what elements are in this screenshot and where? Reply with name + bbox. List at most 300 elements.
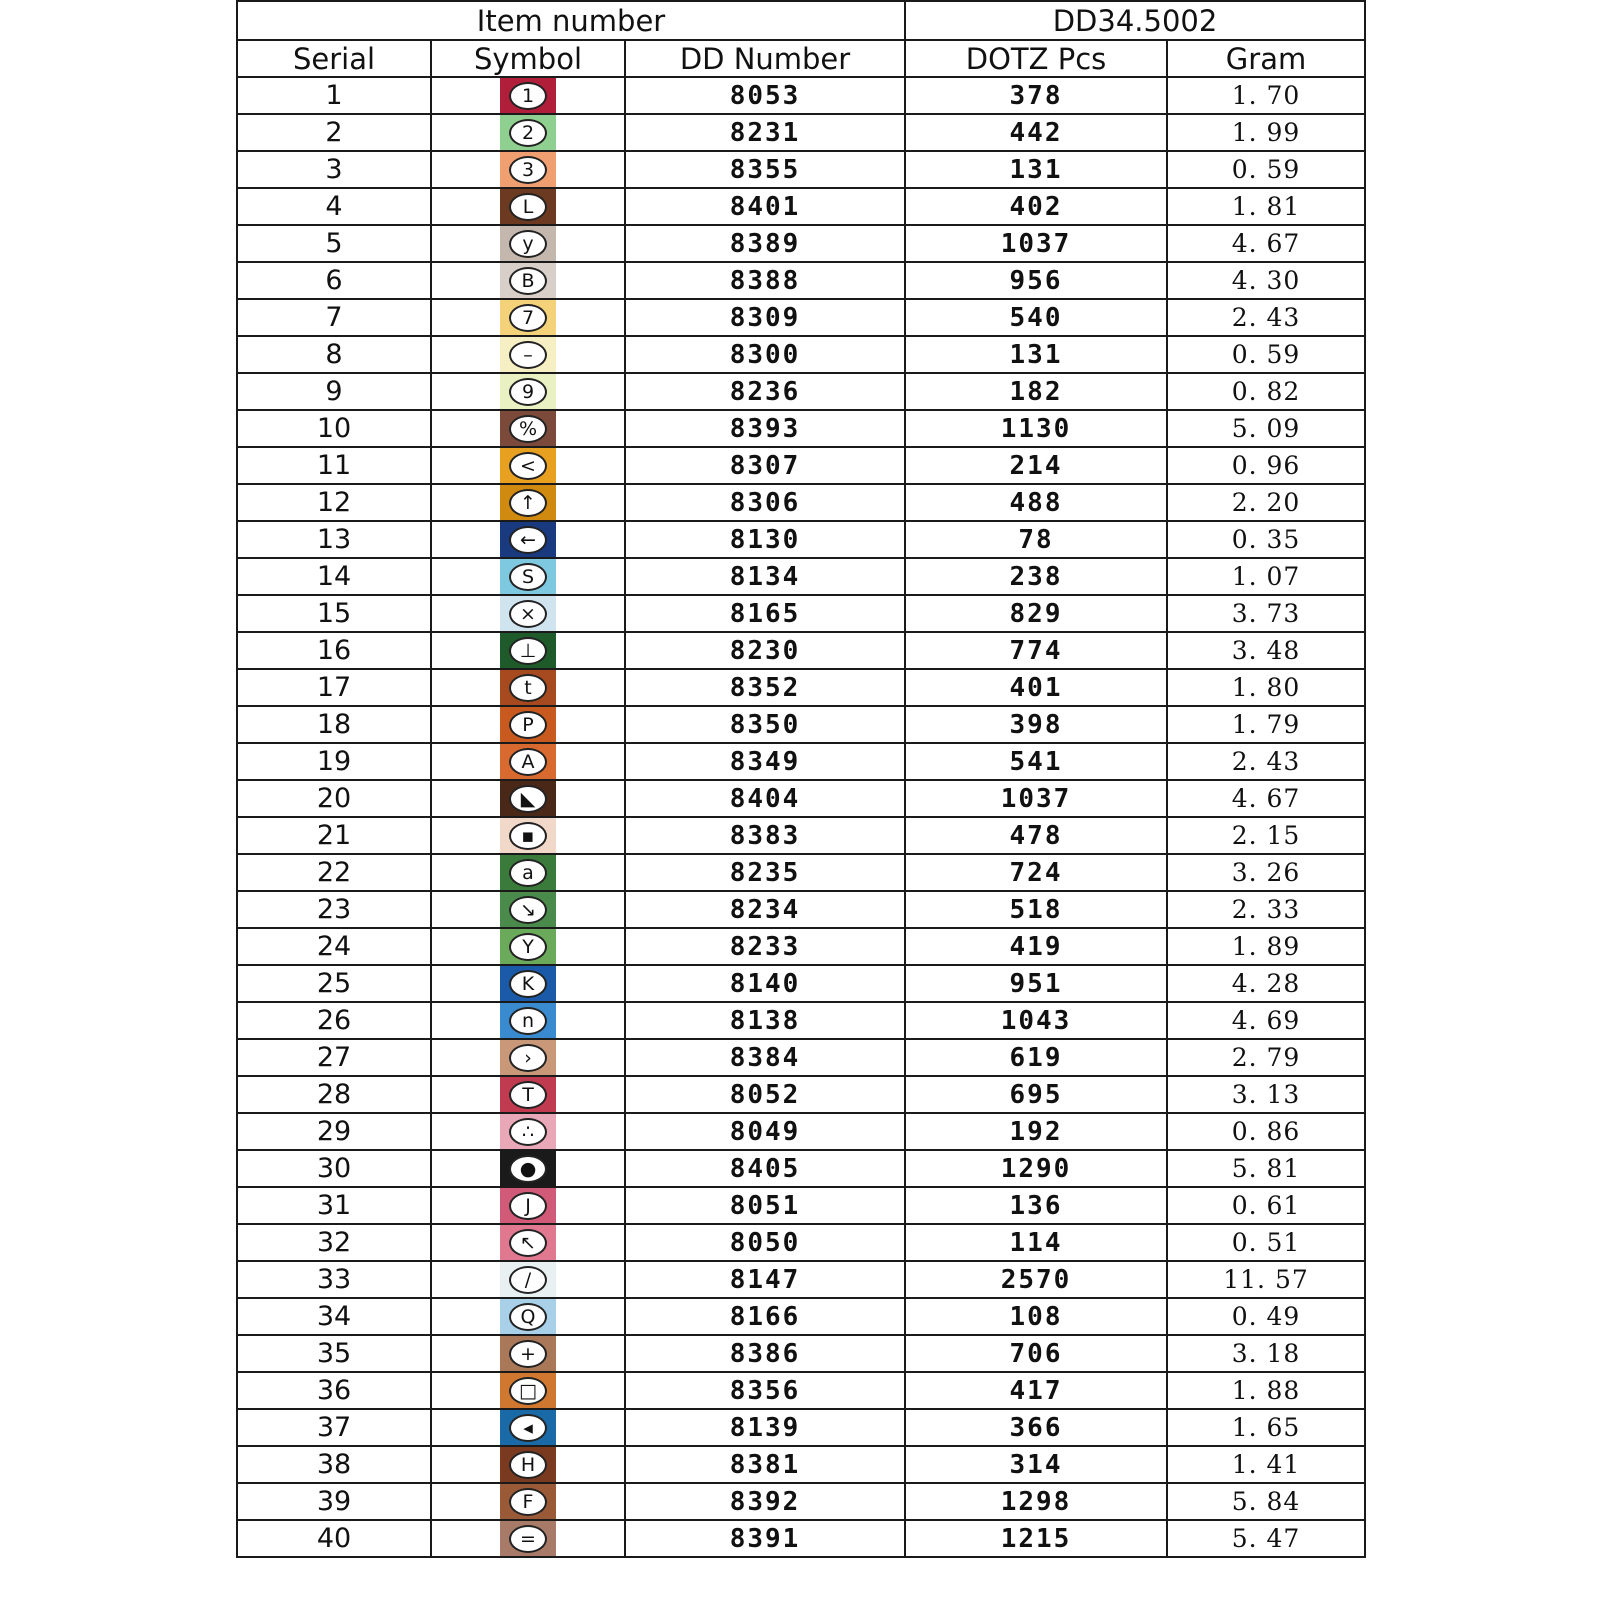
symbol-cell: [431, 114, 625, 151]
symbol-cell: [431, 1483, 625, 1520]
gram-cell: 1. 79: [1167, 706, 1365, 743]
table-row: [237, 817, 1365, 854]
table-row: [237, 1039, 1365, 1076]
serial-cell: 36: [237, 1372, 431, 1409]
table-row: [237, 891, 1365, 928]
serial-cell: 10: [237, 410, 431, 447]
symbol-icon: S: [509, 563, 547, 591]
table-row: [237, 854, 1365, 891]
symbol-icon: ×: [509, 600, 547, 628]
dotz-pcs-cell: 378: [905, 77, 1167, 114]
symbol-cell: [431, 336, 625, 373]
symbol-cell: [431, 188, 625, 225]
column-header-dd-number: DD Number: [625, 40, 905, 77]
color-swatch: [500, 152, 556, 187]
symbol-cell: [431, 1335, 625, 1372]
dd-number-cell: 8140: [625, 965, 905, 1002]
serial-cell: 3: [237, 151, 431, 188]
dd-number-cell: 8388: [625, 262, 905, 299]
color-swatch: [500, 1299, 556, 1334]
dd-number-cell: 8050: [625, 1224, 905, 1261]
dotz-pcs-cell: 114: [905, 1224, 1167, 1261]
dd-number-cell: 8401: [625, 188, 905, 225]
dd-number-cell: 8306: [625, 484, 905, 521]
symbol-icon: □: [509, 1377, 547, 1405]
color-swatch: [500, 1336, 556, 1371]
dd-number-cell: 8356: [625, 1372, 905, 1409]
dotz-pcs-cell: 956: [905, 262, 1167, 299]
color-swatch: [500, 818, 556, 853]
dotz-pcs-cell: 398: [905, 706, 1167, 743]
serial-cell: 32: [237, 1224, 431, 1261]
column-header-serial: Serial: [237, 40, 431, 77]
gram-cell: 1. 88: [1167, 1372, 1365, 1409]
symbol-cell: [431, 669, 625, 706]
table-row: [237, 1446, 1365, 1483]
serial-cell: 38: [237, 1446, 431, 1483]
symbol-cell: [431, 1520, 625, 1557]
dd-number-cell: 8138: [625, 1002, 905, 1039]
color-swatch: [500, 1447, 556, 1482]
symbol-icon: 7: [509, 304, 547, 332]
gram-cell: 3. 18: [1167, 1335, 1365, 1372]
gram-cell: 5. 84: [1167, 1483, 1365, 1520]
table-row: [237, 114, 1365, 151]
color-swatch: [500, 892, 556, 927]
symbol-cell: [431, 1150, 625, 1187]
gram-cell: 1. 41: [1167, 1446, 1365, 1483]
gram-cell: 2. 79: [1167, 1039, 1365, 1076]
color-swatch: [500, 226, 556, 261]
color-swatch: [500, 300, 556, 335]
table-row: [237, 1483, 1365, 1520]
table-row: [237, 262, 1365, 299]
table-row: [237, 1113, 1365, 1150]
gram-cell: 0. 49: [1167, 1298, 1365, 1335]
table-row: [237, 484, 1365, 521]
color-swatch: [500, 1151, 556, 1186]
symbol-cell: [431, 484, 625, 521]
serial-cell: 4: [237, 188, 431, 225]
gram-cell: 0. 51: [1167, 1224, 1365, 1261]
gram-cell: 1. 99: [1167, 114, 1365, 151]
gram-cell: 0. 96: [1167, 447, 1365, 484]
symbol-cell: [431, 262, 625, 299]
symbol-cell: [431, 891, 625, 928]
table-body: [237, 77, 1365, 1557]
symbol-cell: [431, 743, 625, 780]
dd-number-cell: 8300: [625, 336, 905, 373]
serial-cell: 29: [237, 1113, 431, 1150]
gram-cell: 1. 89: [1167, 928, 1365, 965]
symbol-cell: [431, 1372, 625, 1409]
serial-cell: 19: [237, 743, 431, 780]
dd-number-cell: 8231: [625, 114, 905, 151]
gram-cell: 4. 67: [1167, 225, 1365, 262]
dotz-pcs-cell: 214: [905, 447, 1167, 484]
color-swatch: [500, 448, 556, 483]
color-swatch: [500, 337, 556, 372]
dotz-pcs-cell: 1130: [905, 410, 1167, 447]
serial-cell: 13: [237, 521, 431, 558]
color-swatch: [500, 1521, 556, 1556]
dd-number-cell: 8236: [625, 373, 905, 410]
symbol-cell: [431, 373, 625, 410]
symbol-icon: J: [509, 1192, 547, 1220]
column-header-symbol: Symbol: [431, 40, 625, 77]
symbol-icon: 3: [509, 156, 547, 184]
table-row: [237, 558, 1365, 595]
dd-number-cell: 8389: [625, 225, 905, 262]
dotz-pcs-cell: 951: [905, 965, 1167, 1002]
table-row: [237, 151, 1365, 188]
dd-number-cell: 8405: [625, 1150, 905, 1187]
color-swatch: [500, 263, 556, 298]
serial-cell: 28: [237, 1076, 431, 1113]
dotz-pcs-cell: 401: [905, 669, 1167, 706]
gram-cell: 1. 80: [1167, 669, 1365, 706]
dd-number-cell: 8393: [625, 410, 905, 447]
dotz-pcs-cell: 1298: [905, 1483, 1167, 1520]
symbol-icon: =: [509, 1525, 547, 1553]
serial-cell: 31: [237, 1187, 431, 1224]
dotz-pcs-cell: 192: [905, 1113, 1167, 1150]
gram-cell: 5. 81: [1167, 1150, 1365, 1187]
dotz-pcs-cell: 417: [905, 1372, 1167, 1409]
dotz-pcs-cell: 136: [905, 1187, 1167, 1224]
symbol-icon: L: [509, 193, 547, 221]
serial-cell: 18: [237, 706, 431, 743]
color-swatch: [500, 855, 556, 890]
symbol-icon: ●: [509, 1155, 547, 1183]
table-row: [237, 1520, 1365, 1557]
gram-cell: 1. 07: [1167, 558, 1365, 595]
symbol-cell: [431, 1113, 625, 1150]
symbol-icon: H: [509, 1451, 547, 1479]
table-row: [237, 928, 1365, 965]
dd-number-cell: 8307: [625, 447, 905, 484]
dotz-pcs-cell: 1037: [905, 225, 1167, 262]
color-swatch: [500, 1225, 556, 1260]
table-row: [237, 1224, 1365, 1261]
symbol-icon: <: [509, 452, 547, 480]
color-swatch: [500, 929, 556, 964]
dotz-pcs-cell: 131: [905, 151, 1167, 188]
symbol-icon: –: [509, 341, 547, 369]
symbol-cell: [431, 1261, 625, 1298]
serial-cell: 17: [237, 669, 431, 706]
table-row: [237, 1002, 1365, 1039]
color-swatch: [500, 1077, 556, 1112]
gram-cell: 4. 28: [1167, 965, 1365, 1002]
gram-cell: 0. 61: [1167, 1187, 1365, 1224]
symbol-icon: Y: [509, 933, 547, 961]
table-row: [237, 1298, 1365, 1335]
color-swatch: [500, 744, 556, 779]
color-swatch: [500, 411, 556, 446]
gram-cell: 1. 81: [1167, 188, 1365, 225]
color-swatch: [500, 522, 556, 557]
dd-number-cell: 8139: [625, 1409, 905, 1446]
color-swatch: [500, 1003, 556, 1038]
serial-cell: 35: [237, 1335, 431, 1372]
symbol-cell: [431, 521, 625, 558]
gram-cell: 2. 43: [1167, 743, 1365, 780]
serial-cell: 14: [237, 558, 431, 595]
symbol-cell: [431, 299, 625, 336]
serial-cell: 23: [237, 891, 431, 928]
gram-cell: 3. 48: [1167, 632, 1365, 669]
dotz-pcs-cell: 1043: [905, 1002, 1167, 1039]
dd-number-cell: 8355: [625, 151, 905, 188]
dd-number-cell: 8234: [625, 891, 905, 928]
column-header-dotz-pcs: DOTZ Pcs: [905, 40, 1167, 77]
dotz-pcs-cell: 695: [905, 1076, 1167, 1113]
color-swatch: [500, 559, 556, 594]
symbol-icon: T: [509, 1081, 547, 1109]
color-chart-table: [236, 0, 1366, 1558]
serial-cell: 11: [237, 447, 431, 484]
color-swatch: [500, 189, 556, 224]
serial-cell: 7: [237, 299, 431, 336]
dd-number-cell: 8147: [625, 1261, 905, 1298]
symbol-icon: ›: [509, 1044, 547, 1072]
gram-cell: 4. 30: [1167, 262, 1365, 299]
symbol-icon: ∴: [509, 1118, 547, 1146]
dd-number-cell: 8352: [625, 669, 905, 706]
dotz-pcs-cell: 1290: [905, 1150, 1167, 1187]
table-row: [237, 669, 1365, 706]
dd-number-cell: 8134: [625, 558, 905, 595]
dd-number-cell: 8233: [625, 928, 905, 965]
color-swatch: [500, 374, 556, 409]
serial-cell: 8: [237, 336, 431, 373]
serial-cell: 12: [237, 484, 431, 521]
serial-cell: 20: [237, 780, 431, 817]
color-swatch: [500, 670, 556, 705]
gram-cell: 0. 35: [1167, 521, 1365, 558]
gram-cell: 5. 09: [1167, 410, 1365, 447]
dd-number-cell: 8350: [625, 706, 905, 743]
symbol-cell: [431, 780, 625, 817]
symbol-icon: ◂: [509, 1414, 547, 1442]
color-swatch: [500, 1373, 556, 1408]
dotz-pcs-cell: 706: [905, 1335, 1167, 1372]
symbol-cell: [431, 965, 625, 1002]
gram-cell: 0. 86: [1167, 1113, 1365, 1150]
gram-cell: 2. 33: [1167, 891, 1365, 928]
color-swatch: [500, 707, 556, 742]
dotz-pcs-cell: 619: [905, 1039, 1167, 1076]
serial-cell: 5: [237, 225, 431, 262]
color-swatch: [500, 596, 556, 631]
color-swatch: [500, 115, 556, 150]
symbol-cell: [431, 1039, 625, 1076]
color-swatch: [500, 633, 556, 668]
dotz-pcs-cell: 1037: [905, 780, 1167, 817]
serial-cell: 39: [237, 1483, 431, 1520]
gram-cell: 2. 15: [1167, 817, 1365, 854]
table-row: [237, 743, 1365, 780]
dd-number-cell: 8384: [625, 1039, 905, 1076]
dotz-pcs-cell: 774: [905, 632, 1167, 669]
color-swatch: [500, 781, 556, 816]
table-row: [237, 336, 1365, 373]
table-row: [237, 1076, 1365, 1113]
gram-cell: 11. 57: [1167, 1261, 1365, 1298]
symbol-icon: ⊥: [509, 637, 547, 665]
symbol-cell: [431, 1224, 625, 1261]
color-swatch: [500, 78, 556, 113]
serial-cell: 22: [237, 854, 431, 891]
table-row: [237, 1409, 1365, 1446]
dotz-pcs-cell: 108: [905, 1298, 1167, 1335]
color-swatch: [500, 1410, 556, 1445]
gram-cell: 4. 67: [1167, 780, 1365, 817]
symbol-icon: 1: [509, 82, 547, 110]
dd-number-cell: 8049: [625, 1113, 905, 1150]
symbol-icon: F: [509, 1488, 547, 1516]
serial-cell: 6: [237, 262, 431, 299]
serial-cell: 2: [237, 114, 431, 151]
symbol-icon: %: [509, 415, 547, 443]
dd-number-cell: 8309: [625, 299, 905, 336]
table-row: [237, 1150, 1365, 1187]
symbol-icon: +: [509, 1340, 547, 1368]
table-row: [237, 632, 1365, 669]
dotz-pcs-cell: 402: [905, 188, 1167, 225]
table-row: [237, 1372, 1365, 1409]
table-row: [237, 1261, 1365, 1298]
serial-cell: 1: [237, 77, 431, 114]
dd-number-cell: 8051: [625, 1187, 905, 1224]
symbol-cell: [431, 558, 625, 595]
symbol-cell: [431, 1076, 625, 1113]
symbol-icon: 2: [509, 119, 547, 147]
serial-cell: 9: [237, 373, 431, 410]
gram-cell: 2. 43: [1167, 299, 1365, 336]
symbol-icon: B: [509, 267, 547, 295]
color-swatch: [500, 1040, 556, 1075]
serial-cell: 27: [237, 1039, 431, 1076]
symbol-cell: [431, 151, 625, 188]
dotz-pcs-cell: 182: [905, 373, 1167, 410]
symbol-cell: [431, 225, 625, 262]
table-row: [237, 1187, 1365, 1224]
symbol-cell: [431, 1409, 625, 1446]
dotz-pcs-cell: 78: [905, 521, 1167, 558]
table-row: [237, 299, 1365, 336]
color-swatch: [500, 966, 556, 1001]
serial-cell: 21: [237, 817, 431, 854]
table-row: [237, 521, 1365, 558]
symbol-icon: y: [509, 230, 547, 258]
gram-cell: 2. 20: [1167, 484, 1365, 521]
dd-number-cell: 8391: [625, 1520, 905, 1557]
symbol-icon: ←: [509, 526, 547, 554]
gram-cell: 1. 65: [1167, 1409, 1365, 1446]
symbol-icon: t: [509, 674, 547, 702]
dd-number-cell: 8349: [625, 743, 905, 780]
dd-number-cell: 8165: [625, 595, 905, 632]
column-header-gram: Gram: [1167, 40, 1365, 77]
symbol-cell: [431, 447, 625, 484]
dotz-pcs-cell: 366: [905, 1409, 1167, 1446]
serial-cell: 37: [237, 1409, 431, 1446]
gram-cell: 0. 59: [1167, 336, 1365, 373]
gram-cell: 1. 70: [1167, 77, 1365, 114]
dd-number-cell: 8235: [625, 854, 905, 891]
dotz-pcs-cell: 314: [905, 1446, 1167, 1483]
serial-cell: 26: [237, 1002, 431, 1039]
symbol-cell: [431, 1298, 625, 1335]
color-swatch: [500, 1262, 556, 1297]
dd-number-cell: 8230: [625, 632, 905, 669]
table-row: [237, 188, 1365, 225]
color-swatch: [500, 1484, 556, 1519]
gram-cell: 3. 26: [1167, 854, 1365, 891]
item-number-row: [237, 1, 1365, 40]
symbol-icon: a: [509, 859, 547, 887]
dotz-pcs-cell: 1215: [905, 1520, 1167, 1557]
dotz-pcs-cell: 724: [905, 854, 1167, 891]
gram-cell: 5. 47: [1167, 1520, 1365, 1557]
dd-number-cell: 8383: [625, 817, 905, 854]
symbol-cell: [431, 77, 625, 114]
symbol-cell: [431, 410, 625, 447]
item-number-label: Item number: [237, 1, 905, 40]
dotz-pcs-cell: 419: [905, 928, 1167, 965]
dd-number-cell: 8052: [625, 1076, 905, 1113]
table-row: [237, 706, 1365, 743]
dd-number-cell: 8404: [625, 780, 905, 817]
symbol-icon: /: [509, 1266, 547, 1294]
dotz-pcs-cell: 131: [905, 336, 1167, 373]
dotz-pcs-cell: 442: [905, 114, 1167, 151]
symbol-icon: K: [509, 970, 547, 998]
symbol-icon: ▪: [509, 822, 547, 850]
symbol-icon: ◣: [509, 785, 547, 813]
dd-number-cell: 8381: [625, 1446, 905, 1483]
symbol-cell: [431, 1446, 625, 1483]
dotz-pcs-cell: 238: [905, 558, 1167, 595]
color-swatch: [500, 485, 556, 520]
symbol-cell: [431, 595, 625, 632]
symbol-icon: ↘: [509, 896, 547, 924]
table-row: [237, 225, 1365, 262]
symbol-cell: [431, 632, 625, 669]
color-swatch: [500, 1114, 556, 1149]
dd-number-cell: 8053: [625, 77, 905, 114]
dd-number-cell: 8386: [625, 1335, 905, 1372]
table-row: [237, 410, 1365, 447]
dotz-pcs-cell: 541: [905, 743, 1167, 780]
item-number-value: DD34.5002: [905, 1, 1365, 40]
column-header-row: [237, 40, 1365, 77]
symbol-cell: [431, 854, 625, 891]
dd-number-cell: 8166: [625, 1298, 905, 1335]
dotz-pcs-cell: 488: [905, 484, 1167, 521]
table-row: [237, 595, 1365, 632]
color-swatch: [500, 1188, 556, 1223]
dd-number-cell: 8130: [625, 521, 905, 558]
symbol-cell: [431, 1002, 625, 1039]
gram-cell: 4. 69: [1167, 1002, 1365, 1039]
dotz-pcs-cell: 540: [905, 299, 1167, 336]
symbol-icon: Q: [509, 1303, 547, 1331]
symbol-icon: n: [509, 1007, 547, 1035]
dotz-pcs-cell: 829: [905, 595, 1167, 632]
